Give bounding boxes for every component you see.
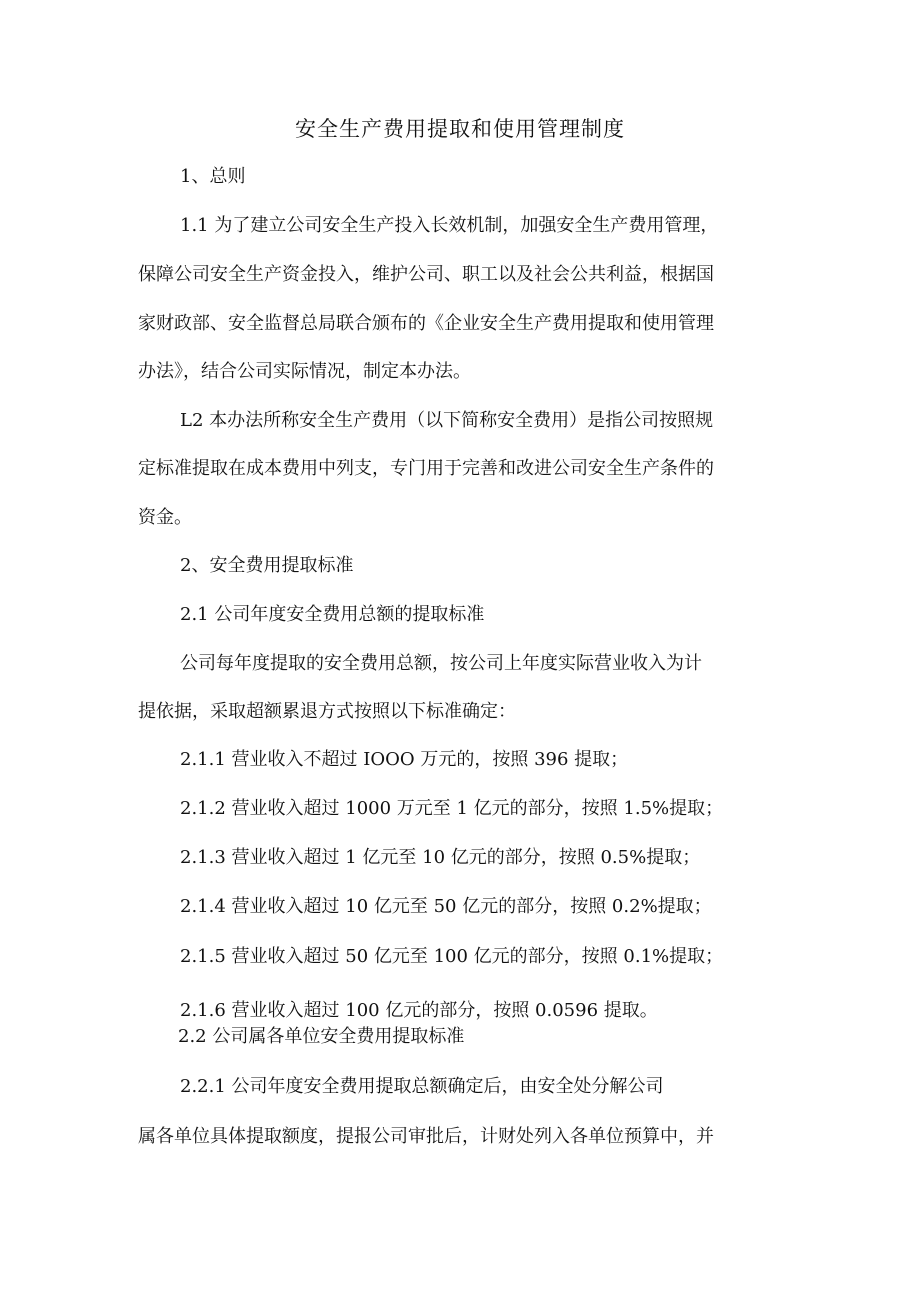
section-heading-general: 1、总则	[180, 166, 246, 187]
paragraph-line: 保障公司安全生产资金投入，维护公司、职工以及社会公共利益，根据国	[138, 264, 714, 285]
list-item: 2.1.1 营业收入不超过 IOOO 万元的，按照 396 提取；	[180, 749, 629, 770]
subsection-heading: 2.1 公司年度安全费用总额的提取标准	[180, 604, 485, 625]
list-item: 2.1.3 营业收入超过 1 亿元至 10 亿元的部分，按照 0.5%提取；	[180, 847, 701, 868]
document-title: 安全生产费用提取和使用管理制度	[295, 117, 625, 141]
paragraph-line: 属各单位具体提取额度，提报公司审批后，计财处列入各单位预算中，并	[138, 1126, 714, 1147]
paragraph-line: 资金。	[138, 507, 192, 528]
subsection-heading: 2.2 公司属各单位安全费用提取标准	[178, 1026, 465, 1047]
paragraph-line: 提依据，采取超额累退方式按照以下标准确定：	[138, 701, 516, 722]
section-heading-standards: 2、安全费用提取标准	[180, 555, 354, 576]
list-item: 2.1.2 营业收入超过 1000 万元至 1 亿元的部分，按照 1.5%提取；	[180, 798, 724, 819]
paragraph-line: 家财政部、安全监督总局联合颁布的《企业安全生产费用提取和使用管理	[138, 313, 714, 334]
paragraph-line: 定标准提取在成本费用中列支，专门用于完善和改进公司安全生产条件的	[138, 458, 714, 479]
list-item: 2.1.5 营业收入超过 50 亿元至 100 亿元的部分，按照 0.1%提取；	[180, 946, 724, 967]
paragraph-line: 1.1 为了建立公司安全生产投入长效机制，加强安全生产费用管理，	[180, 215, 719, 236]
list-item: 2.1.6 营业收入超过 100 亿元的部分，按照 0.0596 提取。	[180, 1000, 658, 1021]
paragraph-line: 公司每年度提取的安全费用总额，按公司上年度实际营业收入为计	[180, 653, 702, 674]
list-item: 2.1.4 营业收入超过 10 亿元至 50 亿元的部分，按照 0.2%提取；	[180, 896, 712, 917]
paragraph-line: L2 本办法所称安全生产费用（以下简称安全费用）是指公司按照规	[180, 410, 714, 431]
paragraph-line: 2.2.1 公司年度安全费用提取总额确定后，由安全处分解公司	[180, 1076, 664, 1097]
paragraph-line: 办法》，结合公司实际情况，制定本办法。	[138, 361, 471, 382]
